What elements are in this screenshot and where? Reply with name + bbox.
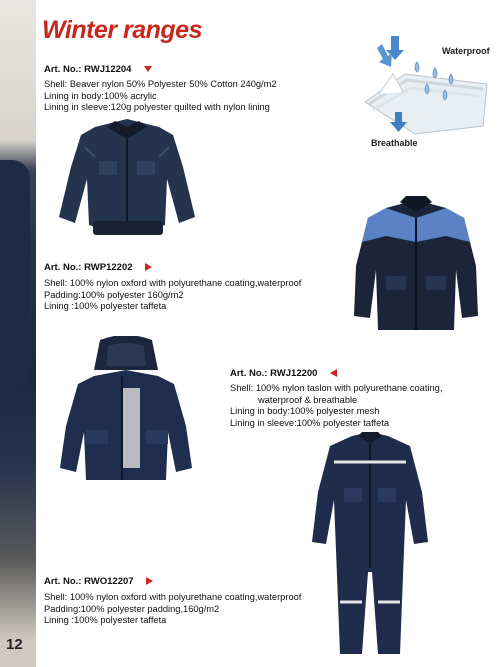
spec-line: Lining in body:100% polyester mesh	[230, 406, 380, 416]
product-3-art-no	[230, 368, 337, 379]
product-1-art-no	[44, 64, 152, 75]
page-title: Winter ranges	[42, 16, 202, 44]
spec-line: Lining :100% polyester taffeta	[44, 615, 167, 625]
product-4-specs	[44, 592, 301, 627]
page-number: 12	[6, 636, 23, 653]
product-3-art-no-text: Art. No.: RWJ12200	[230, 368, 318, 379]
product-1-art-no-text: Art. No.: RWJ12204	[44, 64, 132, 75]
product-2-art-no	[44, 262, 152, 273]
spec-line: Shell: Beaver nylon 50% Polyester 50% Cotton 240g/m2	[44, 79, 277, 89]
product-1-specs	[44, 79, 277, 114]
spec-line: waterproof & breathable	[258, 394, 358, 405]
product-3-specs	[230, 383, 442, 429]
product-2-art-no-text: Art. No.: RWP12202	[44, 262, 133, 273]
red-arrow-down-icon	[144, 66, 152, 72]
hooded-jacket-rwj12200-image	[56, 336, 196, 484]
spec-line: Lining in sleeve:120g polyester quilted with nylon lining	[44, 102, 270, 112]
product-4-art-no-text: Art. No.: RWO12207	[44, 576, 134, 587]
spec-line: Lining in sleeve:100% polyester taffeta	[230, 417, 390, 428]
coverall-rwo12207-image	[310, 432, 430, 660]
red-arrow-right-icon	[145, 263, 152, 271]
spec-line: Shell: 100% nylon oxford with polyurethane coating,waterproof	[44, 592, 302, 602]
red-arrow-right-icon	[146, 577, 153, 585]
spec-line: Lining :100% polyester taffeta	[44, 301, 167, 311]
breathable-label: Breathable	[371, 138, 418, 148]
edge-photo-arm	[0, 160, 30, 390]
red-arrow-left-icon	[330, 369, 337, 377]
product-2-specs	[44, 278, 301, 313]
spec-line: Lining in body:100% acrylic	[44, 90, 157, 101]
spec-line: Shell: 100% nylon taslon with polyurethane coating,	[230, 383, 443, 393]
waterproof-label: Waterproof	[442, 46, 490, 56]
jacket-rwj12204-image	[55, 117, 200, 247]
product-4-art-no	[44, 576, 153, 587]
parka-rwp12202-image	[352, 196, 480, 336]
spec-line: Shell: 100% nylon oxford with polyurethane coating,waterproof	[44, 278, 302, 288]
spec-line: Padding:100% polyester padding,160g/m2	[44, 603, 220, 614]
spec-line: Padding:100% polyester 160g/m2	[44, 289, 184, 300]
